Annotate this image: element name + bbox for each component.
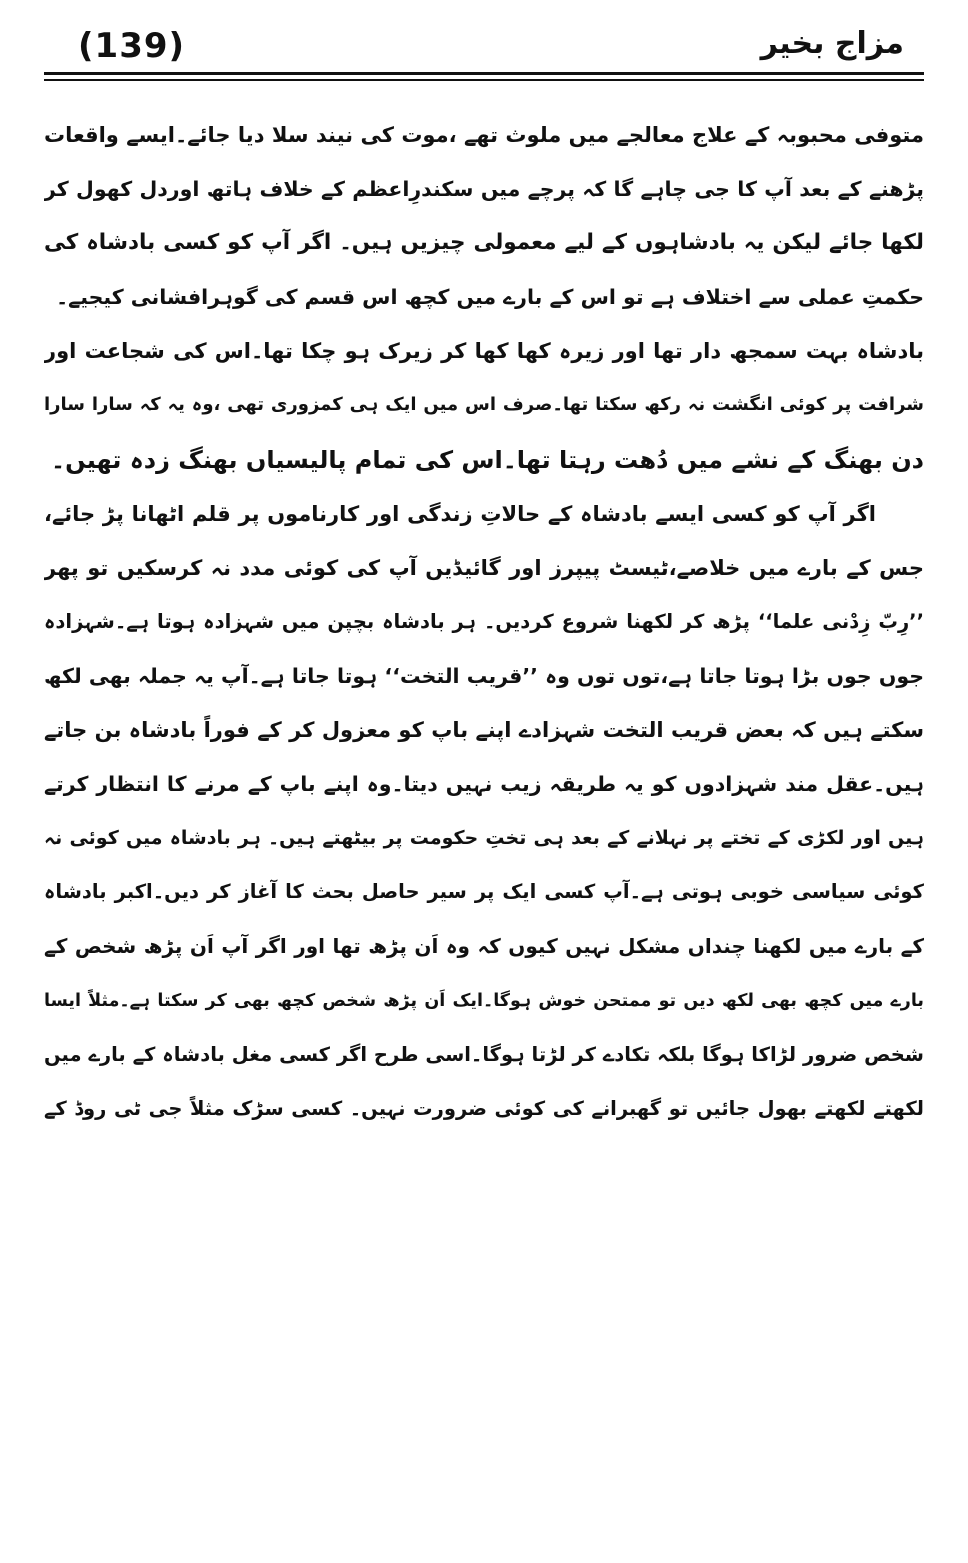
header-rule-top <box>44 72 924 75</box>
book-title: مزاج بخیر <box>760 26 904 61</box>
text-line: کے بارے میں لکھنا چنداں مشکل نہیں کیوں کہ وہ اَن پڑھ تھا اور اگر آپ اَن پڑھ شخص کے <box>44 934 924 959</box>
text-line: بارے میں کچھ بھی لکھ دیں تو ممتحن خوش ہوگا۔ایک اَن پڑھ شخص کچھ بھی کر سکتا ہے۔مثلاً ایسا <box>44 990 924 1011</box>
text-line: اگر آپ کو کسی ایسے بادشاہ کے حالاتِ زندگی اور کارناموں پر قلم اٹھانا پڑ جائے، <box>44 501 876 526</box>
text-line: لکھتے لکھتے بھول جائیں تو گھبرانے کی کوئی ضرورت نہیں۔ کسی سڑک مثلاً جی ٹی روڈ کے <box>44 1096 924 1120</box>
text-line: ہیں۔عقل مند شہزادوں کو یہ طریقہ زیب نہیں دیتا۔وہ اپنے باپ کے مرنے کا انتظار کرتے <box>44 772 924 797</box>
text-line: ’’رِبّ زِدْنی علما‘‘ پڑھ کر لکھنا شروع کردیں۔ ہر بادشاہ بچپن میں شہزادہ ہوتا ہے۔شہزادہ <box>44 609 924 633</box>
text-line: پڑھنے کے بعد آپ کا جی چاہے گا کہ پرچے میں سکندرِاعظم کے خلاف ہاتھ اوردل کھول کر <box>44 177 924 202</box>
text-line: لکھا جائے لیکن یہ بادشاہوں کے لیے معمولی چیزیں ہیں۔ اگر آپ کو کسی بادشاہ کی <box>44 230 924 256</box>
text-line: حکمتِ عملی سے اختلاف ہے تو اس کے بارے میں کچھ اس قسم کی گوہرافشانی کیجیے۔ <box>56 285 924 310</box>
text-line: ہیں اور لکڑی کے تختے پر نہلانے کے بعد ہی تختِ حکومت پر بیٹھتے ہیں۔ ہر بادشاہ میں کوئی نہ <box>44 827 924 850</box>
page-number: (139) <box>78 26 186 66</box>
text-line: متوفی محبوبہ کے علاج معالجے میں ملوث تھے ،موت کی نیند سلا دیا جائے۔ایسے واقعات <box>44 123 924 147</box>
text-line: جس کے بارے میں خلاصے،ٹیسٹ پیپرز اور گائیڈیں آپ کی کوئی مدد نہ کرسکیں تو پھر <box>44 555 924 580</box>
text-line: کوئی سیاسی خوبی ہوتی ہے۔آپ کسی ایک پر سیر حاصل بحث کا آغاز کر دیں۔اکبر بادشاہ <box>44 880 924 904</box>
text-line: دن بھنگ کے نشے میں دُھت رہتا تھا۔اس کی تمام پالیسیاں بھنگ زدہ تھیں۔ <box>51 445 924 474</box>
text-line: جوں جوں بڑا ہوتا جاتا ہے،توں توں وہ ’’قریب التخت‘‘ ہوتا جاتا ہے۔آپ یہ جملہ بھی لکھ <box>44 663 924 688</box>
text-line: سکتے ہیں کہ بعض قریب التخت شہزادے اپنے باپ کو معزول کر کے فوراً بادشاہ بن جاتے <box>44 718 924 743</box>
text-line: شرافت پر کوئی انگشت نہ رکھ سکتا تھا۔صرف اس میں ایک ہی کمزوری تھی ،وہ یہ کہ سارا سارا <box>44 394 924 416</box>
text-line: شخص ضرور لڑاکا ہوگا بلکہ تکادے کر لڑتا ہوگا۔اسی طرح اگر کسی مغل بادشاہ کے بارے میں <box>44 1042 924 1066</box>
page-header <box>44 18 924 78</box>
header-rule-bottom <box>44 79 924 81</box>
body-text <box>44 108 924 1136</box>
text-line: بادشاہ بہت سمجھ دار تھا اور زیرہ کھا کھا کر زیرک ہو چکا تھا۔اس کی شجاعت اور <box>44 339 924 364</box>
